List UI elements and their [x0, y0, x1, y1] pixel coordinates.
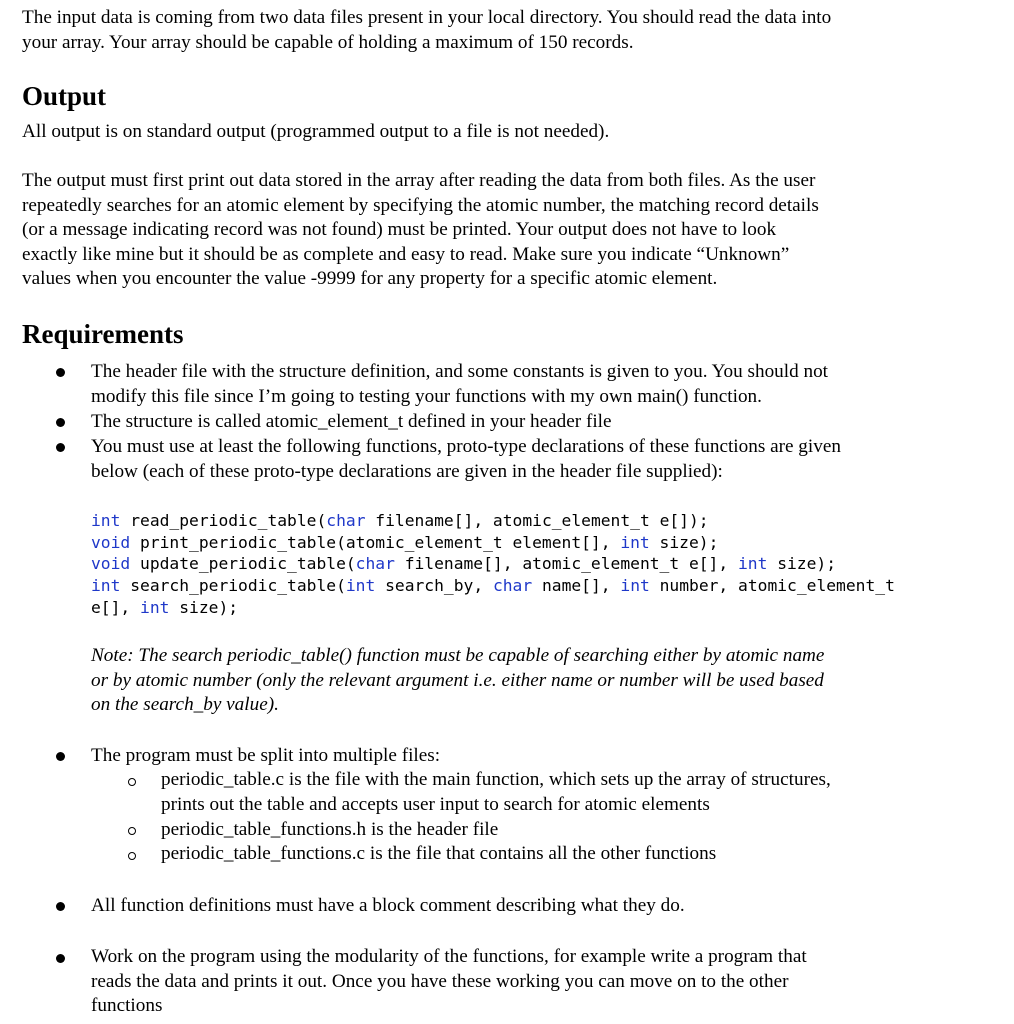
bullet-1-line-2: modify this file since I’m going to testing your functions with my own main() function.: [91, 385, 762, 407]
code-text: size);: [767, 554, 837, 574]
code-keyword: int: [737, 554, 768, 574]
code-text: number, atomic_element_t: [649, 576, 895, 596]
intro-line-1: The input data is coming from two data files present in your local directory. You should read the data into: [22, 7, 832, 28]
output-heading: Output: [22, 81, 107, 111]
sub-bullet-1-line-1: periodic_table.c is the file with the main function, which sets up the array of structures,: [161, 769, 831, 790]
code-keyword: int: [345, 576, 376, 596]
code-keyword: char: [492, 576, 533, 596]
bullet-3-line-2: below (each of these proto-type declarations are given in the header file supplied):: [91, 460, 723, 482]
code-text: update_periodic_table(: [130, 554, 356, 574]
bullet-icon: [56, 418, 65, 427]
code-text: search_by,: [375, 576, 493, 596]
output-p2-line-1: The output must first print out data stored in the array after reading the data from both files. As the user: [22, 170, 816, 191]
code-keyword: void: [91, 554, 131, 574]
search-note: [91, 644, 931, 718]
requirement-bullet-6: [91, 945, 971, 1019]
code-keyword: int: [620, 576, 650, 596]
bullet-6-line-2: reads the data and prints it out. Once you have these working you can move on to the other: [91, 970, 789, 992]
bullet-icon: [56, 902, 65, 911]
code-keyword: int: [91, 576, 121, 596]
code-text: filename[], atomic_element_t e[]);: [365, 511, 709, 530]
requirement-bullet-4: The program must be split into multiple files:: [91, 745, 441, 766]
output-paragraph-1: All output is on standard output (programmed output to a file is not needed).: [22, 121, 610, 142]
output-p2-line-3: (or a message indicating record was not found) must be printed. Your output does not have to look: [22, 219, 777, 240]
code-text: search_periodic_table(: [120, 576, 346, 596]
sub-bullet-icon: [128, 852, 136, 860]
bullet-3-line-1: You must use at least the following functions, proto-type declarations of these functions are given: [91, 436, 841, 457]
code-keyword: int: [91, 511, 121, 530]
prototype-code-block: [91, 510, 991, 619]
code-text: e[],: [91, 597, 141, 617]
sub-bullet-icon: [128, 827, 136, 835]
intro-paragraph: [22, 6, 982, 55]
bullet-1-line-1: The header file with the structure definition, and some constants is given to you. You should not: [91, 361, 829, 382]
note-line-2: or by atomic number (only the relevant argument i.e. either name or number will be used based: [91, 669, 824, 691]
sub-bullet-2: periodic_table_functions.h is the header file: [161, 819, 499, 840]
code-text: name[],: [532, 576, 621, 596]
code-text: read_periodic_table(: [120, 511, 327, 530]
intro-line-2: your array. Your array should be capable of holding a maximum of 150 records.: [22, 31, 634, 53]
bullet-icon: [56, 443, 65, 452]
bullet-6-line-1: Work on the program using the modularity of the functions, for example write a program that: [91, 946, 807, 967]
code-text: print_periodic_table(atomic_element_t element[],: [130, 532, 621, 552]
code-text: size);: [169, 597, 239, 617]
note-line-1: Note: The search periodic_table() function must be capable of searching either by atomic name: [91, 645, 825, 666]
sub-bullet-3: periodic_table_functions.c is the file that contains all the other functions: [161, 843, 717, 864]
requirement-bullet-1: [91, 360, 971, 409]
output-p2-line-4: exactly like mine but it should be as complete and easy to read. Make sure you indicate “Unknown”: [22, 243, 790, 265]
requirement-bullet-3: [91, 435, 971, 484]
bullet-6-line-3: functions: [91, 995, 163, 1016]
sub-bullet-1: [161, 768, 981, 817]
bullet-icon: [56, 954, 65, 963]
sub-bullet-1-line-2: prints out the table and accepts user input to search for atomic elements: [161, 793, 710, 815]
requirements-heading: Requirements: [22, 319, 184, 349]
sub-bullet-icon: [128, 778, 136, 786]
code-keyword: char: [326, 511, 366, 530]
note-line-3: on the search_by value).: [91, 694, 279, 715]
bullet-icon: [56, 368, 65, 377]
output-paragraph-2: [22, 169, 982, 292]
output-p2-line-2: repeatedly searches for an atomic element by specifying the atomic number, the matching record details: [22, 194, 819, 216]
code-keyword: int: [620, 532, 650, 552]
bullet-icon: [56, 752, 65, 761]
code-keyword: char: [355, 554, 395, 574]
code-keyword: void: [91, 532, 131, 552]
code-keyword: int: [140, 597, 170, 617]
code-text: size);: [649, 532, 719, 552]
code-text: filename[], atomic_element_t e[],: [394, 554, 738, 574]
requirement-bullet-5: All function definitions must have a block comment describing what they do.: [91, 895, 685, 916]
output-p2-line-5: values when you encounter the value -9999 for any property for a specific atomic element.: [22, 268, 718, 289]
requirement-bullet-2: The structure is called atomic_element_t defined in your header file: [91, 411, 612, 432]
